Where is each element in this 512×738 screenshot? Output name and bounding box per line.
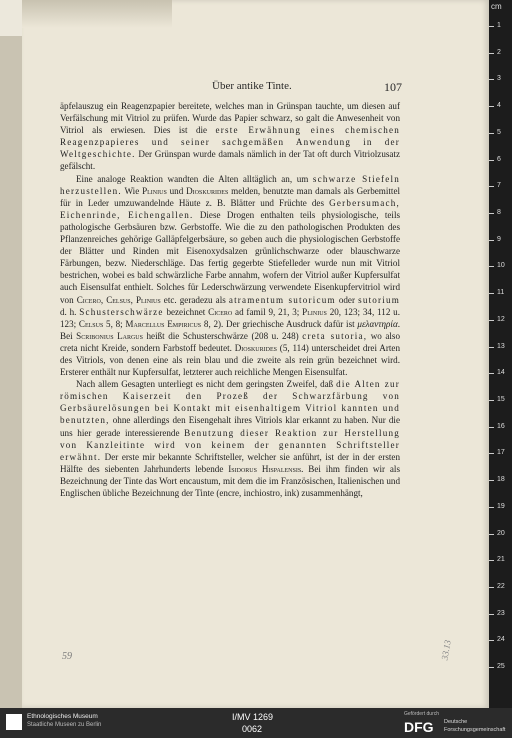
ruler-tick — [489, 667, 494, 668]
p2-run: d. h. — [60, 306, 80, 317]
ruler-tick-label: 16 — [497, 423, 505, 430]
p2-run: 20, 123; 34, 112 u. 123; — [60, 306, 400, 329]
dfg-name-line2: Forschungsgemeinschaft — [444, 727, 506, 733]
ruler-tick — [489, 427, 494, 428]
ruler-tick-label: 13 — [497, 343, 505, 350]
p2-run: wo also creta nicht Kreide, sondern Farbstoff bedeutet. — [60, 330, 401, 353]
p2-run: Wie — [121, 185, 143, 196]
ruler-tick — [489, 640, 494, 641]
p2-run: etc. geradezu als — [160, 294, 229, 305]
paragraph-1 — [60, 100, 400, 173]
ruler-tick-label: 22 — [497, 583, 505, 590]
paragraph-2 — [60, 173, 400, 379]
running-title: Über antike Tinte. — [212, 80, 292, 92]
adjacent-page-edge — [0, 0, 22, 708]
ruler-tick — [489, 186, 494, 187]
ruler-tick — [489, 507, 494, 508]
ruler-tick — [489, 293, 494, 294]
page-shadow — [22, 0, 172, 28]
p2-run: und — [166, 185, 187, 196]
ruler-tick — [489, 320, 494, 321]
p2-run: sutorium — [358, 294, 401, 305]
p2-run: atramentum sutoricum — [228, 294, 336, 305]
p2-run: Plinius — [302, 306, 327, 317]
p3-run: Benutzung dieser Reaktion zur Herstellung von Kanzleitinte wird von keinem der genannten Schriftsteller erwähnt. — [60, 427, 400, 462]
ruler-tick-label: 17 — [497, 449, 505, 456]
ruler-tick-label: 7 — [497, 182, 501, 189]
p2-run: Cicero — [76, 294, 101, 305]
p2-run: , — [130, 294, 136, 305]
p3-run: . Bei ihm finden wir als Bezeichnung der Tinte das Wort encaustum, mit dem die im Französischen, Italienischen und Englischen übliche Bezeichnung der Tinte (encre, inchiostro, ink) zusammenhängt, — [60, 463, 400, 498]
ruler-tick-label: 23 — [497, 610, 505, 617]
ruler-tick-label: 18 — [497, 476, 505, 483]
p2-run: Marcellus Empiricus — [125, 318, 202, 329]
ruler-tick — [489, 133, 494, 134]
ruler-tick-label: 3 — [497, 75, 501, 82]
p2-run: Celsus — [78, 318, 104, 329]
ruler-tick — [489, 534, 494, 535]
p2-run: Scribonius Largus — [76, 330, 143, 341]
ruler-tick — [489, 614, 494, 615]
body-text — [60, 100, 400, 499]
museum-subtitle: Staatliche Museen zu Berlin — [27, 722, 102, 728]
pencil-annotation-right: 33.13 — [439, 639, 453, 661]
p3-run: Der erste mir bekannte Schriftsteller, welcher sie anführt, ist der in der ersten Hälfte des siebenten Jahrhunderts lebende — [60, 451, 400, 474]
paragraph-3 — [60, 378, 400, 499]
page-number: 107 — [384, 80, 402, 94]
museum-name: Ethnologisches Museum — [27, 713, 98, 720]
ruler-tick — [489, 26, 494, 27]
ruler-tick — [489, 266, 494, 267]
p1-run: erste Erwähnung eines chemischen Reagenzpapieres und seiner sachgemäßen Anwendung in der Weltgeschichte. — [60, 125, 401, 160]
ruler-tick — [489, 400, 494, 401]
ruler-tick-label: 2 — [497, 49, 501, 56]
ruler-tick-label: 24 — [497, 636, 505, 643]
ruler-tick-label: 19 — [497, 503, 505, 510]
p2-run: . Bei — [60, 318, 400, 341]
p3-run: ohne allerdings den Eisengehalt ihres Vitriols klar erkannt zu haben. Nur die uns hier gerade interessierende — [60, 415, 400, 438]
p2-run: Dioskurides — [186, 185, 229, 196]
p2-run: oder — [335, 294, 359, 305]
ruler-tick — [489, 480, 494, 481]
pencil-annotation-left: 59 — [62, 651, 72, 662]
p2-run: Dioskurides — [234, 342, 277, 353]
ruler-tick-label: 9 — [497, 236, 501, 243]
ruler-tick — [489, 587, 494, 588]
dfg-name-line1: Deutsche — [444, 719, 468, 725]
p2-run: Cicero — [208, 306, 233, 317]
p2-run: bezeichnet — [163, 306, 209, 317]
ruler-tick-label: 25 — [497, 663, 505, 670]
shelf-mark: I/MV 1269 — [232, 712, 274, 722]
ruler-tick — [489, 373, 494, 374]
p3-run: Nach allem Gesagten unterliegt es nicht dem geringsten Zweifel, daß — [76, 379, 337, 390]
p2-run: Schusterschwärze — [79, 306, 164, 317]
ruler-tick-label: 1 — [497, 22, 501, 29]
p2-run: Diese Drogen enthalten teils physiologische, teils pathologische Gerbsäuren bzw. Gerbstoffe. Wie die zu den pathologischen Produkten des Pflanzenreiches gehörige Galläpfelgerbsäure, so geben auch die physiologischen Gerbstoffe der Blätter und Rinden mit Eisenoxydsalzen grünlichschwarze oder blauschwarze Färbungen, bezw. Niederschläge. Das fertig gegerbte Stiefelleder wurde nun mit Vitriol bestrichen, wobei es bald schwärzliche Farbe annahm, wofern der Vitriol außer Kupfersulfat auch Eisensulfat enthielt. Solches für Lederschwärzung verwendete Eisenkupfervitriol wird von — [60, 209, 401, 305]
ruler-tick-label: 21 — [497, 556, 505, 563]
p2-run: , — [100, 294, 107, 305]
ruler-tick — [489, 79, 494, 80]
ruler-tick-label: 4 — [497, 102, 501, 109]
ruler-tick — [489, 453, 494, 454]
ruler-tick-label: 15 — [497, 396, 505, 403]
dfg-logo: DFG — [404, 719, 434, 735]
p2-run: μελαντηρία — [357, 318, 398, 329]
p2-run: ad famil 9, 21, 3; — [232, 306, 303, 317]
ruler-tick-label: 8 — [497, 209, 501, 216]
p3-run: Isidorus Hispalensis — [228, 463, 302, 474]
ruler-tick-label: 14 — [497, 369, 505, 376]
ruler-tick-label: 20 — [497, 530, 505, 537]
p2-run: Eine analoge Reaktion wandten die Alten alltäglich an, um — [76, 173, 313, 184]
p2-run: creta sutoria, — [302, 330, 368, 341]
museum-logo-icon — [6, 714, 22, 730]
ruler-tick-label: 5 — [497, 129, 501, 136]
ruler-tick — [489, 347, 494, 348]
p2-run: Celsus — [106, 294, 131, 305]
sponsor-label: Gefördert durch — [404, 711, 440, 717]
p2-run: melden, benutzte man damals als Gerbemittel für in Leder umzuwandelnde Häute z. B. Blätter und Früchte des — [60, 185, 401, 208]
p2-run: 8, 2). Der griechische Ausdruck dafür ist — [201, 318, 358, 329]
ruler-tick — [489, 560, 494, 561]
p3-run: die Alten zur römischen Kaiserzeit den Prozeß der Schwarzfärbung von Gerbsäurelösungen bei Kontakt mit eisenhaltigem Vitriol kannten und benutzten, — [60, 379, 400, 426]
p2-run: (5, 114) unterscheidet drei Arten des Vitriols, von denen eine als rein blau und die zweite als rein grün bezeichnet wird. Ersterer enthält nur Kupfersulfat, letzterer auch reichliche Mengen Eisensulfat. — [60, 342, 401, 378]
ruler-tick-label: 10 — [497, 262, 505, 269]
ruler-tick-label: 6 — [497, 156, 501, 163]
image-number: 0062 — [242, 724, 263, 734]
p1-run: äpfelauszug ein Reagenzpapier bereitete, welches man in Grünspan tauchte, um diesen auf Verfälschung mit Vitriol zu prüfen. Wurde das Papier schwarz, so galt die Anwesenheit von Vitriol als erwiesen. Dies ist die — [60, 101, 400, 136]
ruler-tick — [489, 53, 494, 54]
footer-bar — [0, 708, 512, 738]
p2-run: schwarze Stiefeln herzustellen. — [60, 173, 400, 196]
p2-run: Gerbersumach, Eichenrinde, Eichengallen. — [60, 197, 400, 220]
p2-run: Plinius — [142, 185, 167, 196]
ruler-tick — [489, 106, 494, 107]
adjacent-page-corner — [0, 0, 22, 36]
p1-run: Der Grünspan wurde damals nämlich in der Tat oft durch Vitriolzusatz gefälscht. — [60, 149, 400, 172]
p2-run: Plinius — [135, 294, 161, 305]
ruler-tick — [489, 213, 494, 214]
ruler-unit-label: cm — [491, 2, 502, 11]
ruler-tick — [489, 240, 494, 241]
p2-run: 5, 8; — [103, 318, 126, 329]
p2-run: heißt die Schusterschwärze (208 u. 248) — [142, 330, 303, 341]
ruler-tick-label: 12 — [497, 316, 505, 323]
measuring-ruler — [489, 0, 512, 708]
ruler-tick — [489, 160, 494, 161]
ruler-tick-label: 11 — [497, 289, 505, 296]
